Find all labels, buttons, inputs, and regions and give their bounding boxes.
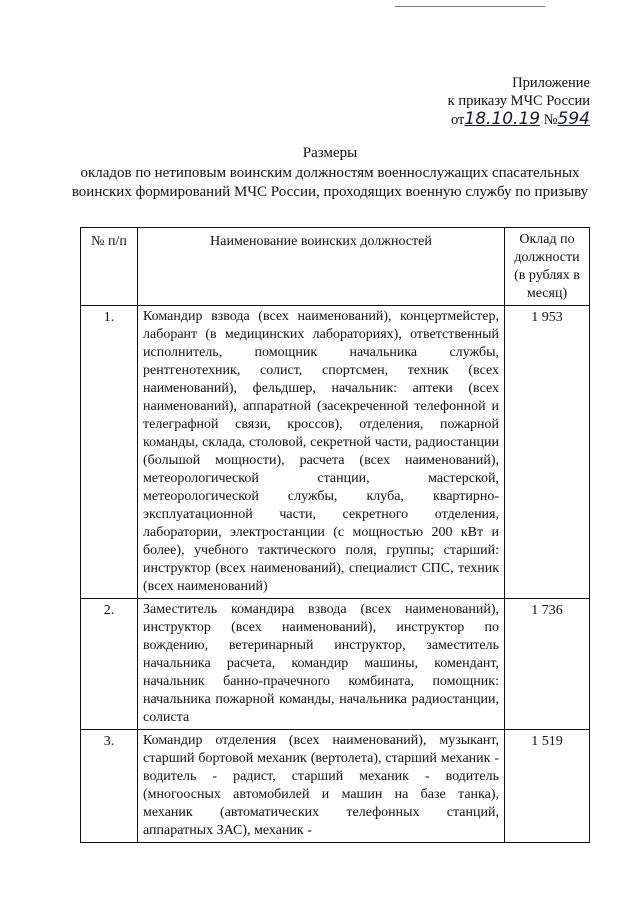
table-row [81, 730, 590, 843]
row-salary [505, 599, 590, 730]
handwritten-date: 18.10.19 [464, 109, 541, 129]
appendix-order-ref: к приказу МЧС России [447, 93, 590, 109]
row-number [81, 730, 138, 843]
row-number [81, 599, 138, 730]
header-salary: Оклад по должности (в рублях в месяц) [505, 228, 590, 306]
appendix-title: Приложение [512, 75, 590, 91]
table-row [81, 599, 590, 730]
header-position-name: Наименование воинских должностей [138, 228, 505, 306]
salary-table [80, 227, 590, 843]
table-row [81, 306, 590, 599]
row-position-names: Командир отделения (всех наименований), музыкант, старший бортовой механик (вертолета), старший механик - водитель - радист, старший механик - водитель (многоосных автомобилей и машин на базе танка), механик (автоматических телефонных станций, аппаратных ЗАС), механик - [138, 730, 505, 843]
row-position-names: Командир взвода (всех наименований), концертмейстер, лаборант (в медицинских лабораториях), ответственный исполнитель, помощник начальника службы, рентгенотехник, солист, спортсмен, техник (всех наименований), фельдшер, начальник: аптеки (всех наименований), аппаратной (засекреченной телефонной и телеграфной связи, кроссов), отделения, пожарной команды, склада, столовой, секретной части, радиостанции (большой мощности), расчета (всех наименований), метеорологической станции, мастерской, метеорологической службы, клуба, квартирно-эксплуатационной части, секретного отделения, лаборатории, электростанции (с мощностью 200 кВт и более), учебного тактического поля, группы; старший: инструктор (всех наименований), специалист СПС, техник (всех наименований) [138, 306, 505, 599]
row-position-names: Заместитель командира взвода (всех наименований), инструктор (всех наименований), инструктор по вождению, ветеринарный инструктор, заместитель начальника расчета, командир машины, комендант, начальник банно-прачечного комбината, помощник: начальника пожарной команды, начальника радиостанции, солиста [138, 599, 505, 730]
scan-top-line [395, 6, 545, 7]
handwritten-number: 594 [557, 109, 590, 129]
row-number [81, 306, 138, 599]
row-salary-text: 1 519 [531, 734, 563, 749]
document-title [70, 144, 590, 202]
table-header-row [81, 228, 590, 306]
order-date-number [390, 110, 590, 129]
row-number-text: 2. [103, 603, 115, 618]
row-salary [505, 306, 590, 599]
header-number: № п/п [81, 228, 138, 306]
number-label: № [543, 112, 558, 128]
row-salary-text: 1 736 [531, 603, 563, 618]
row-number-text: 3. [103, 734, 115, 749]
row-salary [505, 730, 590, 843]
title-text: окладов по нетиповым воинским должностям военнослужащих спасательных воинских формирований МЧС России, проходящих военную службу по призыву [71, 165, 589, 200]
appendix-block [390, 74, 590, 129]
from-label: от [450, 112, 465, 128]
row-salary-text: 1 953 [531, 310, 563, 325]
row-number-text: 1. [103, 310, 115, 325]
title-heading: Размеры [302, 145, 358, 161]
